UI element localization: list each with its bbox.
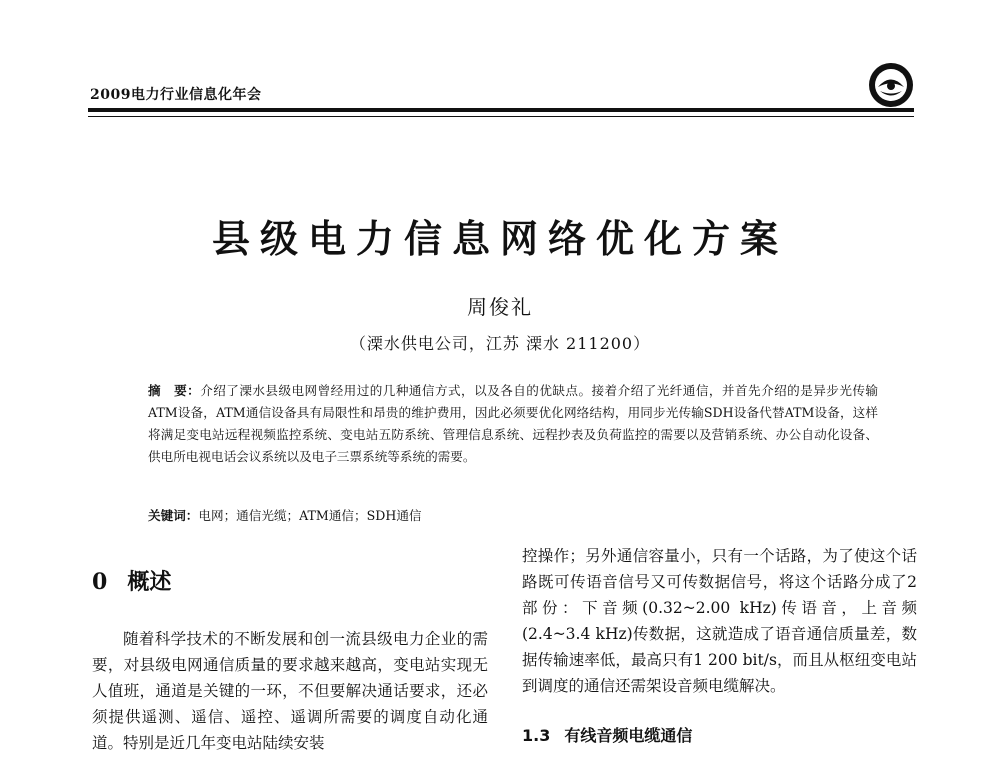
keywords-text: 电网；通信光缆；ATM通信；SDH通信 bbox=[198, 508, 422, 523]
section0-paragraph: 随着科学技术的不断发展和创一流县级电力企业的需要，对县级电网通信质量的要求越来越高，变电站实现无人值班，通道是关键的一环，不但要解决通话要求，还必须提供遥测、遥信、遥控、遥调所需要的调度自动化通道。特别是近几年变电站陆续安装 bbox=[92, 630, 488, 752]
abstract bbox=[148, 380, 878, 468]
paper-title: 县级电力信息网络优化方案 bbox=[211, 216, 788, 261]
keywords-label: 关键词： bbox=[148, 508, 199, 523]
conference-seal-icon bbox=[866, 60, 916, 110]
keywords bbox=[148, 505, 878, 527]
paper-author: 周俊礼 bbox=[467, 295, 533, 319]
header-rule-thin bbox=[88, 116, 914, 117]
right-column bbox=[522, 543, 917, 699]
subsection-heading bbox=[522, 723, 692, 746]
header-rule-thick bbox=[88, 108, 914, 112]
subsection-title: 有线音频电缆通信 bbox=[564, 726, 693, 745]
paper-affiliation: （溧水供电公司，江苏 溧水 211200） bbox=[349, 334, 651, 353]
right-column-paragraph: 控操作；另外通信容量小，只有一个话路，为了使这个话路既可传语音信号又可传数据信号，将这个话路分成了2部份：下音频(0.32~2.00 kHz)传语音，上音频(2.4~3.4 kHz)传数据，这就造成了语音通信质量差，数据传输速率低，最高只有1 200 bit/s，而且从枢纽变电站到调度的通信还需架设音频电缆解决。 bbox=[522, 547, 917, 695]
subsection-number: 1.3 bbox=[522, 726, 551, 745]
left-column bbox=[92, 626, 488, 756]
section-heading bbox=[92, 565, 171, 596]
section-number: 0 bbox=[92, 569, 108, 595]
abstract-text: 介绍了溧水县级电网曾经用过的几种通信方式，以及各自的优缺点。接着介绍了光纤通信，并首先介绍的是异步光传输ATM设备，ATM通信设备具有局限性和昂贵的维护费用，因此必须要优化网络结构，用同步光传输SDH设备代替ATM设备，这样将满足变电站远程视频监控系统、变电站五防系统、管理信息系统、远程抄表及负荷监控的需要以及营销系统、办公自动化设备、供电所电视电话会议系统以及电子三票系统等系统的需要。 bbox=[148, 383, 879, 464]
conference-header: 2009电力行业信息化年会 bbox=[90, 87, 262, 103]
abstract-label: 摘 要： bbox=[148, 383, 201, 398]
section-title: 概述 bbox=[127, 569, 172, 595]
